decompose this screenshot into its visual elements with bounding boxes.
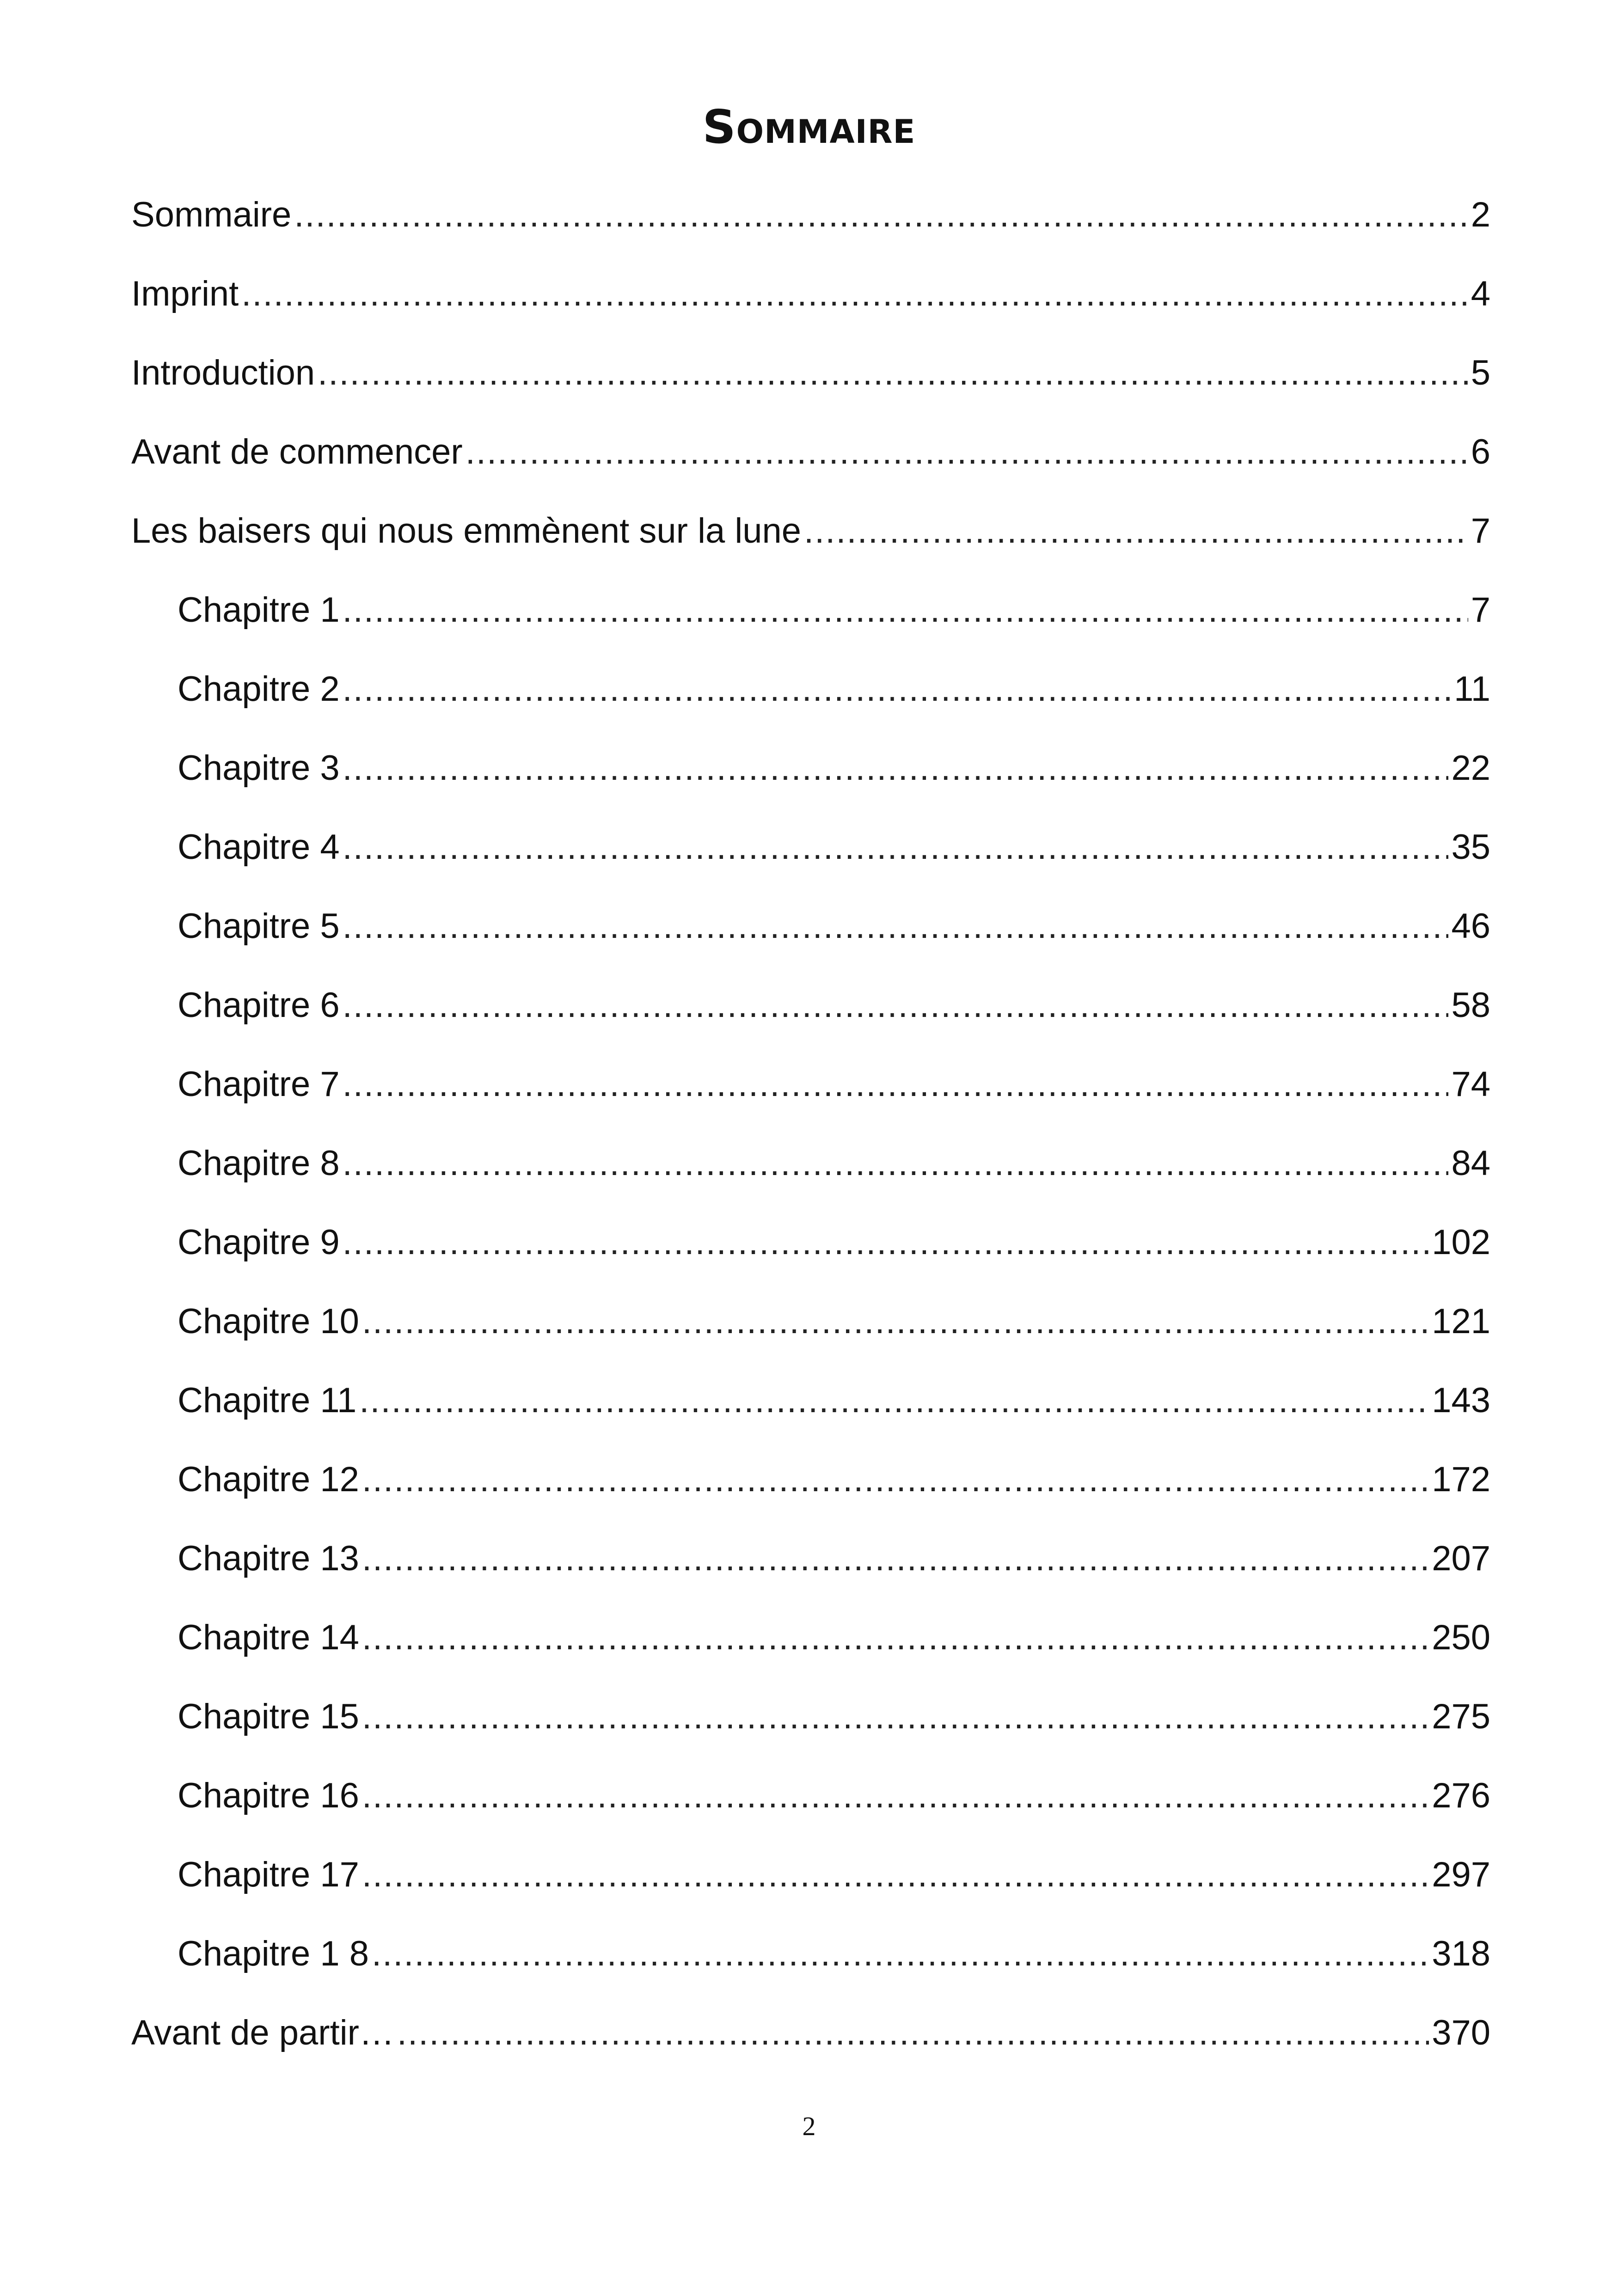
toc-entry[interactable] — [131, 1215, 1490, 1294]
toc-entry-label: Chapitre 13 — [178, 1539, 359, 1578]
toc-entry[interactable] — [131, 345, 1490, 424]
toc-dot-leader — [362, 1689, 1429, 1745]
toc-dot-leader — [362, 1847, 1429, 1903]
page-number: 2 — [802, 2111, 816, 2141]
toc-dot-leader — [343, 661, 1451, 717]
toc-entry-page: 11 — [1454, 669, 1490, 709]
toc-dot-leader — [362, 1610, 1429, 1665]
toc-dot-leader — [343, 741, 1449, 796]
toc-entry-page: 207 — [1432, 1539, 1490, 1578]
toc-dot-leader — [343, 978, 1449, 1033]
toc-entry-page: 4 — [1471, 274, 1490, 313]
toc-dot-leader — [804, 503, 1468, 559]
toc-entry[interactable] — [131, 1136, 1490, 1215]
toc-entry-page: 370 — [1432, 2013, 1490, 2052]
toc-entry[interactable] — [131, 741, 1490, 820]
toc-dot-leader — [372, 1926, 1429, 1982]
toc-dot-leader — [359, 1373, 1429, 1428]
toc-entry[interactable] — [131, 424, 1490, 503]
toc-entry[interactable] — [131, 661, 1490, 741]
toc-dot-leader — [343, 820, 1449, 875]
toc-dot-leader — [466, 424, 1468, 480]
toc-dot-leader — [343, 899, 1449, 954]
toc-dot-leader — [318, 345, 1468, 401]
toc-entry-page: 297 — [1432, 1855, 1490, 1894]
toc-entry[interactable] — [131, 1373, 1490, 1452]
toc-entry-page: 102 — [1432, 1223, 1490, 1262]
toc-entry-label: Chapitre 4 — [178, 827, 340, 867]
toc-entry-label: Chapitre 1 8 — [178, 1934, 369, 1973]
toc-entry-page: 276 — [1432, 1776, 1490, 1815]
toc-entry[interactable] — [131, 2005, 1490, 2084]
toc-entry-page: 22 — [1451, 748, 1490, 788]
table-of-contents — [131, 187, 1490, 2084]
toc-entry-label: Avant de partir… — [131, 2013, 394, 2052]
toc-entry[interactable] — [131, 1610, 1490, 1689]
toc-entry[interactable] — [131, 582, 1490, 661]
toc-entry-label: Chapitre 9 — [178, 1223, 340, 1262]
toc-entry[interactable] — [131, 978, 1490, 1057]
toc-dot-leader — [343, 1136, 1449, 1191]
toc-entry-label: Avant de commencer — [131, 432, 463, 471]
page-title: Sommaire — [702, 100, 916, 154]
toc-entry[interactable] — [131, 266, 1490, 345]
toc-entry-label: Chapitre 10 — [178, 1302, 359, 1341]
toc-entry-label: Chapitre 15 — [178, 1697, 359, 1736]
toc-entry-label: Chapitre 17 — [178, 1855, 359, 1894]
toc-entry-page: 58 — [1451, 986, 1490, 1025]
toc-entry-page: 143 — [1432, 1381, 1490, 1420]
toc-entry-page: 7 — [1471, 511, 1490, 551]
toc-dot-leader — [343, 1215, 1429, 1270]
toc-dot-leader — [241, 266, 1468, 322]
toc-entry[interactable] — [131, 820, 1490, 899]
toc-dot-leader — [294, 187, 1468, 243]
toc-entry-label: Introduction — [131, 353, 315, 392]
toc-dot-leader — [362, 1531, 1429, 1586]
toc-entry[interactable] — [131, 1057, 1490, 1136]
toc-entry[interactable] — [131, 1294, 1490, 1373]
toc-entry-label: Chapitre 1 — [178, 590, 340, 630]
toc-entry-label: Chapitre 3 — [178, 748, 340, 788]
toc-entry[interactable] — [131, 1926, 1490, 2005]
toc-entry-page: 121 — [1432, 1302, 1490, 1341]
toc-entry-page: 2 — [1471, 195, 1490, 234]
toc-entry-label: Chapitre 6 — [178, 986, 340, 1025]
toc-entry-label: Chapitre 7 — [178, 1065, 340, 1104]
toc-entry-page: 7 — [1471, 590, 1490, 630]
toc-dot-leader — [362, 1452, 1429, 1507]
toc-dot-leader — [362, 1768, 1429, 1824]
toc-entry[interactable] — [131, 1847, 1490, 1926]
toc-dot-leader — [343, 1057, 1449, 1112]
toc-entry-label: Chapitre 2 — [178, 669, 340, 709]
toc-entry[interactable] — [131, 1768, 1490, 1847]
toc-entry-label: Les baisers qui nous emmènent sur la lune — [131, 511, 802, 551]
toc-entry-page: 84 — [1451, 1144, 1490, 1183]
toc-entry-page: 172 — [1432, 1460, 1490, 1499]
toc-entry-label: Sommaire — [131, 195, 292, 234]
toc-entry-label: Chapitre 8 — [178, 1144, 340, 1183]
toc-entry-page: 46 — [1451, 906, 1490, 946]
toc-entry[interactable] — [131, 1452, 1490, 1531]
toc-entry[interactable] — [131, 1689, 1490, 1768]
toc-entry-page: 275 — [1432, 1697, 1490, 1736]
toc-entry-page: 74 — [1451, 1065, 1490, 1104]
toc-entry-page: 250 — [1432, 1618, 1490, 1657]
toc-entry[interactable] — [131, 503, 1490, 582]
toc-entry-label: Chapitre 5 — [178, 906, 340, 946]
toc-entry-page: 5 — [1471, 353, 1490, 392]
toc-dot-leader — [397, 2005, 1429, 2061]
toc-dot-leader — [343, 582, 1468, 638]
toc-entry[interactable] — [131, 1531, 1490, 1610]
toc-entry-label: Imprint — [131, 274, 239, 313]
toc-entry-label: Chapitre 11 — [178, 1381, 357, 1420]
toc-entry[interactable] — [131, 187, 1490, 266]
toc-entry-page: 35 — [1451, 827, 1490, 867]
toc-entry-label: Chapitre 16 — [178, 1776, 359, 1815]
toc-entry[interactable] — [131, 899, 1490, 978]
toc-dot-leader — [362, 1294, 1429, 1349]
toc-entry-page: 6 — [1471, 432, 1490, 471]
toc-entry-label: Chapitre 14 — [178, 1618, 359, 1657]
toc-entry-label: Chapitre 12 — [178, 1460, 359, 1499]
toc-entry-page: 318 — [1432, 1934, 1490, 1973]
